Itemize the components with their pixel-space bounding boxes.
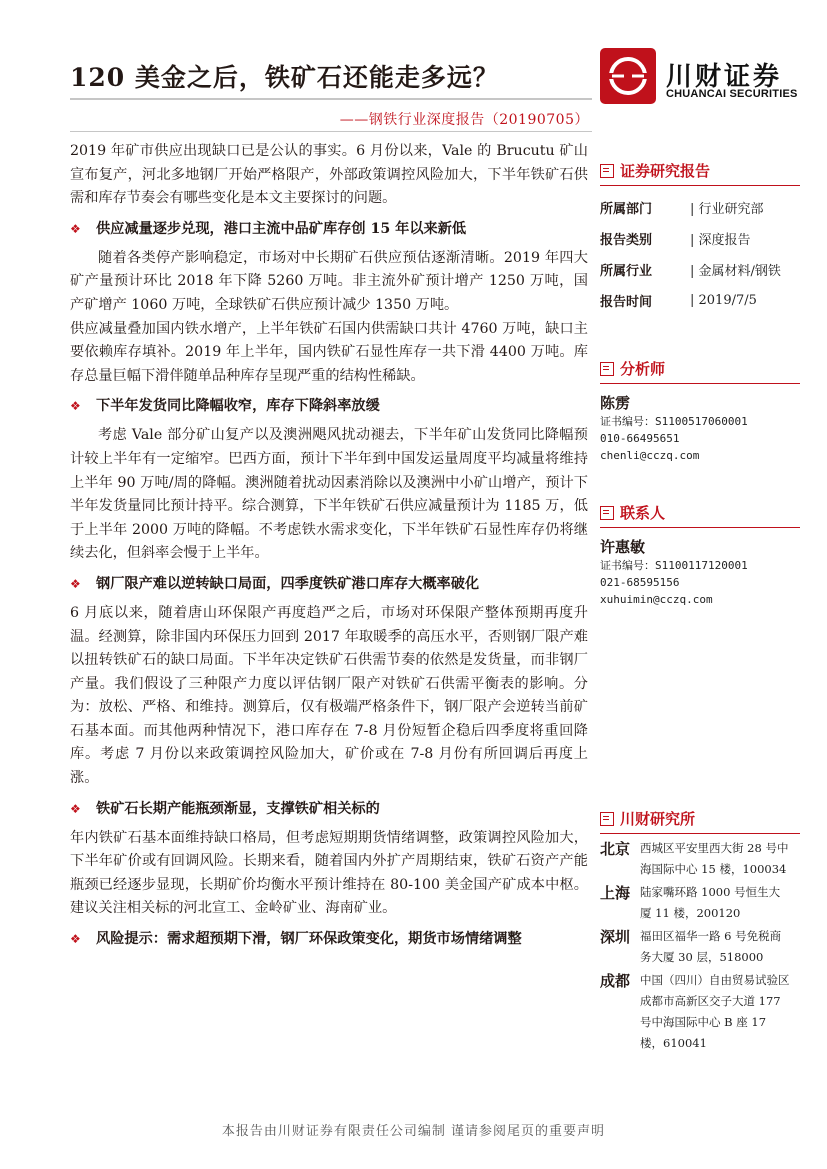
section-heading-text: 下半年发货同比降幅收窄，库存下降斜率放缓 — [96, 398, 380, 415]
section-paragraph: 6 月底以来，随着唐山环保限产再度趋严之后，市场对环保限产整体预期再度升温。经测算，除非国内环保压力回到 2017 年取暖季的高压水平，否则钢厂限产难以扭转铁矿石的缺口局面。下半年决定铁矿石供需节奏的依然是发货量，而非钢厂产量。我们假设了三种限产力度以评估钢厂限产对铁矿石供需平衡表的影响。分为：放松、严格、和维持。测算后，仅有极端严格条件下，钢厂限产会逆转当前矿石基本面。而其他两种情况下，港口库存在 7-8 月份短暂企稳后四季度将重回降库。考虑 7 月份以来政策调控风险加大，矿价或在 7-8 月份有所回调后再度上涨。 — [70, 604, 588, 787]
section-heading-text: 钢厂限产难以逆转缺口局面，四季度铁矿港口库存大概率破化 — [96, 575, 480, 592]
section-heading-text: 铁矿石长期产能瓶颈渐显，支撑铁矿相关标的 — [96, 800, 380, 817]
report-icon — [600, 164, 614, 178]
institute-panel — [600, 808, 800, 1054]
contact-email[interactable]: xuhuimin@cczq.com — [600, 593, 713, 606]
contact-cert: 证书编号：S1100117120001 — [600, 559, 748, 572]
contact-name: 许惠敏 — [600, 538, 646, 556]
info-row: 所属行业 | 金属材料/钢铁 — [600, 264, 781, 279]
section-heading — [70, 572, 588, 596]
page-footer: 本报告由川财证券有限责任公司编制 谨请参阅尾页的重要声明 — [221, 1124, 606, 1139]
logo-name-cn: 川财证券 — [666, 62, 783, 92]
section-heading — [70, 394, 588, 418]
institute-heading: 川财研究所 — [600, 808, 800, 834]
report-info-panel — [600, 160, 800, 316]
contact-heading: 联系人 — [600, 502, 800, 528]
logo-name-en: CHUANCAI SECURITIES — [666, 88, 798, 100]
office-address: 成都 中国（四川）自由贸易试验区成都市高新区交子大道 177 号中海国际中心 B 座 17 楼，610041 — [600, 972, 790, 1050]
intro-paragraph: 2019 年矿市供应出现缺口已是公认的事实。6 月份以来，Vale 的 Brucutu 矿山宣布复产，河北多地钢厂开始严格限产，外部政策调控风险加大，下半年铁矿石供需和库存节奏会有哪些变化是本文主要探讨的问题。 — [70, 143, 588, 207]
main-content — [70, 140, 588, 957]
diamond-bullet-icon: ❖ — [70, 801, 81, 816]
info-row: 所属部门 | 行业研究部 — [600, 202, 764, 217]
analyst-heading: 分析师 — [600, 358, 800, 384]
section-paragraph: 随着各类停产影响稳定，市场对中长期矿石供应预估逐渐清晰。2019 年四大矿产量预计环比 2018 年下降 5260 万吨。非主流外矿预计增产 1250 万吨，国产矿增产 1060 万吨，全球铁矿石供应预计减少 1350 万吨。 — [70, 249, 588, 313]
title-divider — [70, 98, 592, 100]
section-paragraph: 年内铁矿石基本面维持缺口格局，但考虑短期期货情绪调整，政策调控风险加大，下半年矿价或有回调风险。长期来看，随着国内外扩产周期结束，铁矿石资产产能瓶颈已经逐步显现，长期矿价均衡水平预计维持在 80-100 美金国产矿成本中枢。建议关注相关标的河北宣工、金岭矿业、海南矿业。 — [70, 829, 588, 917]
institute-icon — [600, 812, 614, 826]
analyst-email[interactable]: chenli@cczq.com — [600, 449, 700, 462]
diamond-bullet-icon: ❖ — [70, 576, 81, 591]
diamond-bullet-icon: ❖ — [70, 221, 81, 236]
office-address: 深圳 福田区福华一路 6 号免税商务大厦 30 层，518000 — [600, 928, 782, 964]
analyst-cert: 证书编号：S1100517060001 — [600, 415, 748, 428]
info-row: 报告类别 | 深度报告 — [600, 233, 751, 248]
contact-panel — [600, 502, 800, 608]
analyst-phone: 010-66495651 — [600, 432, 680, 445]
report-title: 120 美金之后，铁矿石还能走多远？ — [70, 63, 499, 92]
company-logo — [600, 48, 800, 104]
diamond-bullet-icon: ❖ — [70, 932, 81, 947]
section-paragraph: 供应减量叠加国内铁水增产，上半年铁矿石国内供需缺口共计 4760 万吨，缺口主要依赖库存填补。2019 年上半年，国内铁矿石显性库存一共下滑 4400 万吨。库存总量巨幅下滑伴随单品种库存呈现严重的结构性稀缺。 — [70, 320, 588, 384]
section-heading — [70, 797, 588, 821]
report-subtitle: ——钢铁行业深度报告（20190705） — [339, 112, 589, 128]
analyst-name: 陈雳 — [600, 394, 631, 412]
contact-phone: 021-68595156 — [600, 576, 680, 589]
risk-heading — [70, 927, 588, 951]
risk-heading-text: 风险提示：需求超预期下滑，钢厂环保政策变化，期货市场情绪调整 — [96, 931, 522, 948]
analyst-panel — [600, 358, 800, 464]
logo-mark-icon — [600, 48, 656, 104]
contact-icon — [600, 506, 614, 520]
report-info-heading: 证券研究报告 — [600, 160, 800, 186]
section-heading — [70, 217, 588, 241]
subtitle-divider — [70, 131, 592, 132]
info-row: 报告时间 | 2019/7/5 — [600, 293, 757, 310]
office-address: 上海 陆家嘴环路 1000 号恒生大厦 11 楼，200120 — [600, 884, 781, 920]
analyst-icon — [600, 362, 614, 376]
section-heading-text: 供应减量逐步兑现，港口主流中品矿库存创 15 年以来新低 — [96, 220, 467, 237]
diamond-bullet-icon: ❖ — [70, 399, 81, 414]
office-address: 北京 西城区平安里西大街 28 号中海国际中心 15 楼，100034 — [600, 840, 789, 876]
section-paragraph: 考虑 Vale 部分矿山复产以及澳洲飓风扰动褪去，下半年矿山发货同比降幅预计较上半年有一定缩窄。巴西方面，预计下半年到中国发运量周度平均减量将维持上半年 90 万吨/周的降幅。澳洲随着扰动因素消除以及澳洲中小矿山增产，预计下半年发货量同比预计持平。综合测算，下半年铁矿石供应减量预计为 1185 万，低于上半年 2000 万吨的降幅。不考虑铁水需求变化，下半年铁矿石显性库存仍将继续去化，但斜率会慢于上半年。 — [70, 427, 588, 562]
